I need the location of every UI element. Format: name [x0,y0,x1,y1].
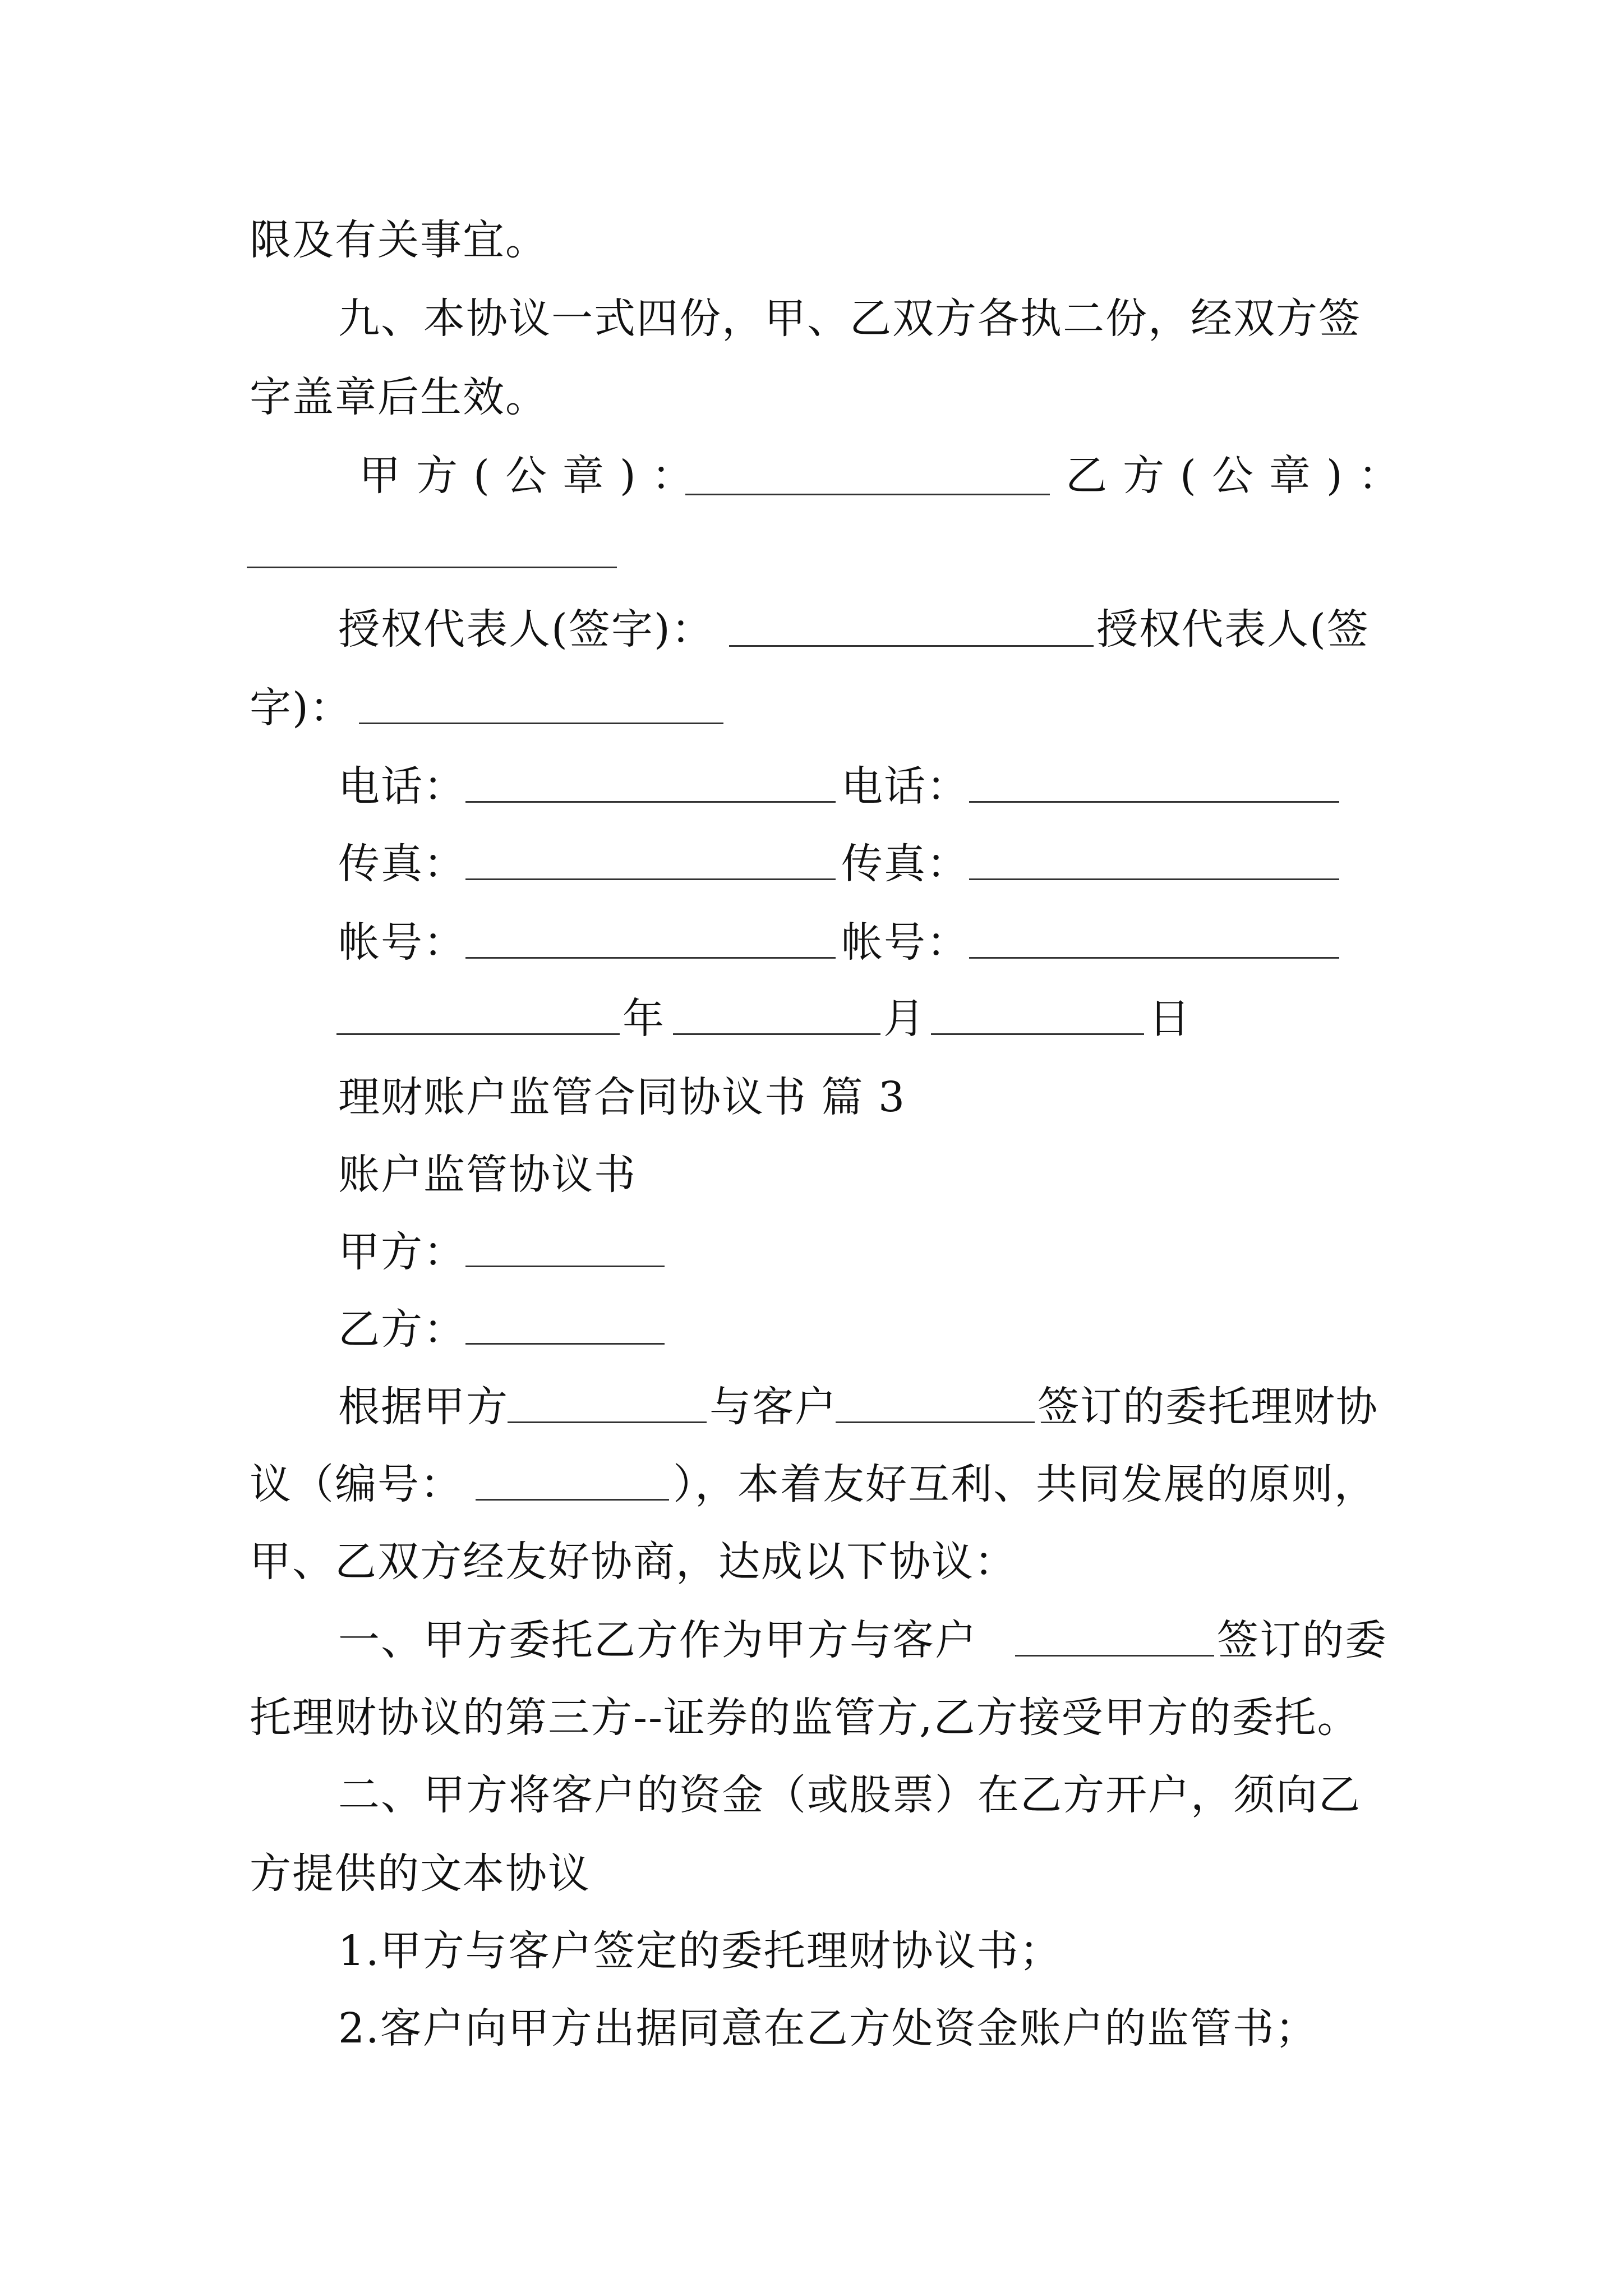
month-label: 月 [883,995,926,1043]
clause-one-client-blank [1015,1655,1214,1657]
party-b-seal-label: 乙方(公章)： [1066,452,1415,500]
party-a-blank [465,1266,665,1267]
year-label: 年 [623,995,665,1043]
party-a-rep-blank [729,645,1094,647]
party-a-rep-label: 授权代表人(签字)： [338,605,714,654]
text-line: 字盖章后生效。 [250,373,548,421]
text-line: 议（编号： [250,1460,463,1508]
party-b-account-blank [969,957,1339,959]
party-a-seal-label: 甲方(公章)： [359,452,709,500]
party-a-label: 甲方： [338,1228,466,1276]
party-b-account-label: 帐号： [841,918,969,967]
party-b-phone-label: 电话： [841,762,969,811]
party-b-blank [465,1343,665,1345]
month-blank [673,1033,880,1035]
year-blank [336,1033,620,1035]
text-line: ），本着友好互利、共同发展的原则， [673,1460,1377,1508]
document-title: 账户监管协议书 [338,1151,637,1199]
day-label: 日 [1149,995,1191,1043]
text-line: 与客户 [709,1383,837,1431]
party-b-rep-label: 授权代表人(签 [1096,605,1370,654]
party-b-fax-label: 传真： [841,840,969,888]
party-a-phone-blank [465,801,836,803]
section-title: 理财账户监管合同协议书 篇 3 [338,1073,906,1121]
party-a-name-blank [508,1421,707,1423]
party-b-phone-blank [969,801,1339,803]
clause-one: 一、甲方委托乙方作为甲方与客户 [338,1616,978,1664]
list-item: 1.甲方与客户签定的委托理财协议书； [338,1927,1062,1975]
day-blank [931,1033,1144,1035]
party-a-fax-blank [465,878,836,880]
text-line: 签订的委托理财协 [1038,1383,1378,1431]
party-b-rep-blank [359,723,723,724]
text-line: 字)： [250,684,352,732]
clause-nine: 九、本协议一式四份，甲、乙双方各执二份，经双方签 [338,295,1361,343]
text-line: 限及有关事宜。 [250,216,548,264]
text-line: 方提供的文本协议 [250,1849,591,1898]
party-a-account-blank [465,957,836,959]
agreement-number-blank [476,1499,669,1501]
party-a-fax-label: 传真： [338,840,466,888]
party-a-seal-blank [685,494,1050,495]
party-a-account-label: 帐号： [338,918,466,967]
text-line: 根据甲方 [338,1383,509,1431]
text-line: 甲、乙双方经友好协商，达成以下协议： [250,1538,1017,1586]
party-a-phone-label: 电话： [338,762,466,811]
text-line: 托理财协议的第三方--证券的监管方,乙方接受甲方的委托。 [250,1694,1360,1742]
party-b-seal-blank [247,567,617,568]
text-line: 签订的委 [1217,1616,1387,1664]
list-item: 2.客户向甲方出据同意在乙方处资金账户的监管书； [338,2004,1318,2053]
party-b-fax-blank [969,878,1339,880]
client-name-blank [836,1421,1035,1423]
clause-two: 二、甲方将客户的资金（或股票）在乙方开户，须向乙 [338,1771,1361,1819]
party-b-label: 乙方： [338,1305,466,1354]
